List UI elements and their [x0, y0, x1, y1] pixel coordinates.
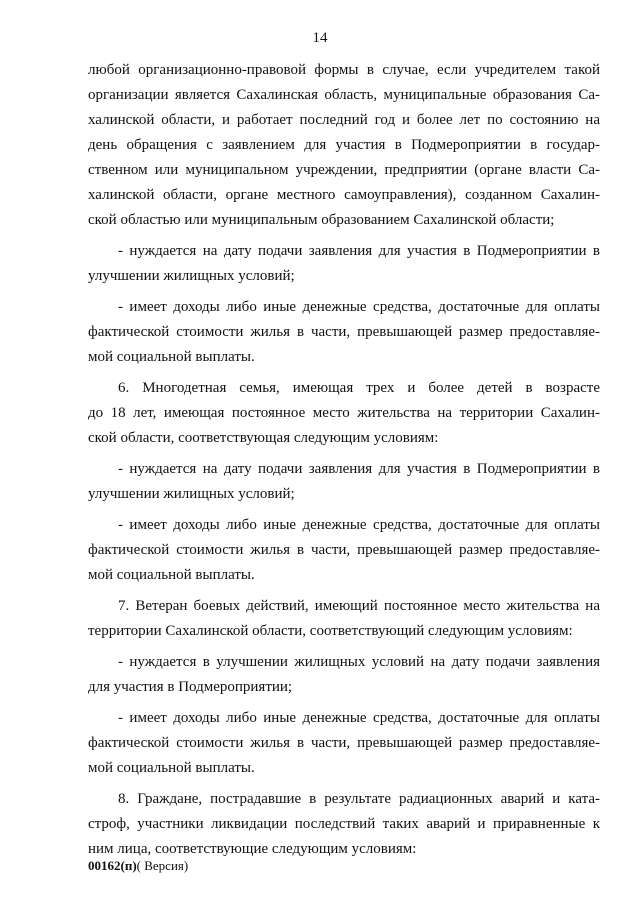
text-line: 8. Граждане, пострадавшие в результате радиационных аварий и ката- — [118, 791, 600, 807]
page-number: 14 — [312, 30, 328, 46]
text-line: халинской области, и работает последний год и более лет по состоянию на — [88, 112, 600, 128]
text-line: фактической стоимости жилья в части, превышающей размер предоставляе- — [88, 735, 600, 751]
text-line: до 18 лет, имеющая постоянное место жительства на территории Сахалин- — [88, 405, 600, 421]
text-line: 7. Ветеран боевых действий, имеющий постоянное место жительства на — [118, 598, 600, 614]
text-line: территории Сахалинской области, соответствующий следующим условиям: — [88, 623, 573, 639]
text-line: фактической стоимости жилья в части, превышающей размер предоставляе- — [88, 324, 600, 340]
text-line: мой социальной выплаты. — [88, 567, 255, 583]
text-line: строф, участники ликвидации последствий таких аварий и приравненные к — [88, 816, 600, 832]
text-line: 6. Многодетная семья, имеющая трех и более детей в возрасте — [118, 380, 600, 396]
text-line: ской области, соответствующая следующим условиям: — [88, 430, 439, 446]
document-footer — [88, 858, 188, 874]
text-line: - нуждается на дату подачи заявления для участия в Подмероприятии в — [118, 461, 600, 477]
text-line: - имеет доходы либо иные денежные средства, достаточные для оплаты — [118, 517, 600, 533]
text-line: фактической стоимости жилья в части, превышающей размер предоставляе- — [88, 542, 600, 558]
text-line: мой социальной выплаты. — [88, 349, 255, 365]
text-line: улучшении жилищных условий; — [88, 268, 295, 284]
paragraph — [88, 376, 600, 451]
document-body — [88, 58, 600, 868]
text-line: любой организационно-правовой формы в случае, если учредителем такой — [88, 62, 600, 78]
paragraph — [88, 58, 600, 233]
version-label: ( Версия) — [136, 858, 189, 873]
paragraph — [88, 239, 600, 289]
text-line: мой социальной выплаты. — [88, 760, 255, 776]
text-line: ственном или муниципальном учреждении, предприятии (органе власти Са- — [88, 162, 600, 178]
paragraph — [88, 706, 600, 781]
text-line: - нуждается в улучшении жилищных условий на дату подачи заявления — [118, 654, 600, 670]
paragraph — [88, 594, 600, 644]
text-line: ской областью или муниципальным образованием Сахалинской области; — [88, 212, 555, 228]
text-line: - нуждается на дату подачи заявления для участия в Подмероприятии в — [118, 243, 600, 259]
paragraph — [88, 787, 600, 862]
paragraph — [88, 457, 600, 507]
text-line: ним лица, соответствующие следующим условиям: — [88, 841, 417, 857]
text-line: организации является Сахалинская область, муниципальные образования Са- — [88, 87, 600, 103]
text-line: - имеет доходы либо иные денежные средства, достаточные для оплаты — [118, 710, 600, 726]
document-code: 00162(п) — [88, 858, 137, 873]
paragraph — [88, 295, 600, 370]
text-line: - имеет доходы либо иные денежные средства, достаточные для оплаты — [118, 299, 600, 315]
paragraph — [88, 650, 600, 700]
paragraph — [88, 513, 600, 588]
text-line: халинской области, органе местного самоуправления), созданном Сахалин- — [88, 187, 600, 203]
text-line: улучшении жилищных условий; — [88, 486, 295, 502]
text-line: для участия в Подмероприятии; — [88, 679, 293, 695]
text-line: день обращения с заявлением для участия в Подмероприятии в государ- — [88, 137, 600, 153]
